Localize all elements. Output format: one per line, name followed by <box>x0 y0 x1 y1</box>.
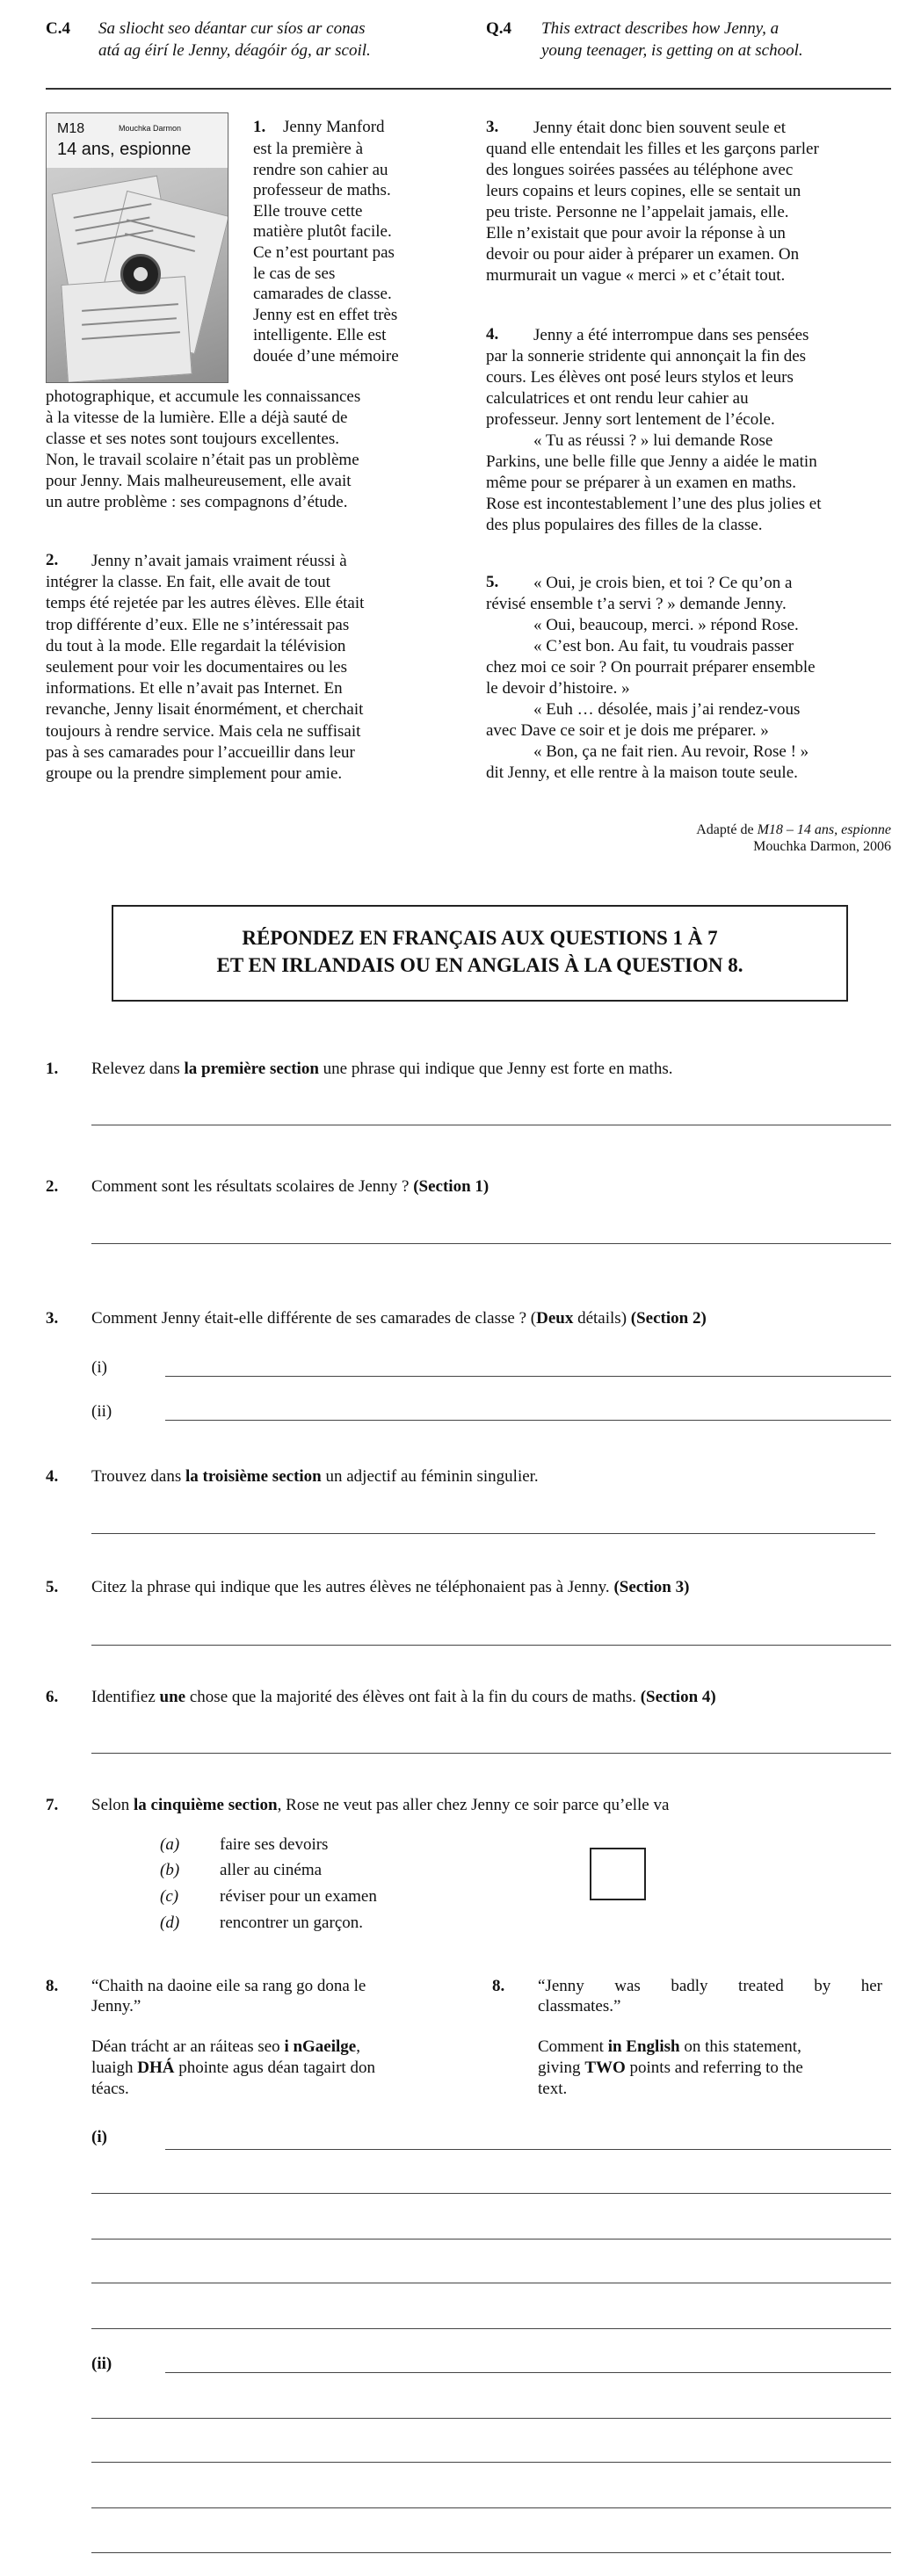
q2-text: Comment sont les résultats scolaires de Jenny ? (Section 1) <box>91 1177 490 1196</box>
q3-answer-line-i[interactable] <box>165 1376 891 1377</box>
header-english-number: Q.4 <box>486 19 512 38</box>
section-1-wide: photographique, et accumule les connaissances à la vitesse de la lumière. Elle a déjà sauté de classe et ses notes sont toujours excellentes. Non, le travail scolaire n’était pas un problème pour Jenny. Mais malheureusement, elle avait un autre problème : ses compagnons d’étude. <box>46 387 361 511</box>
section-2-text: Jenny n’avait jamais vraiment réussi à intégrer la classe. En fait, elle avait de tout temps été rejetée par les autres élèves. Elle était trop différente d’eux. Elle ne s’intéressait pas du tout à la mode. Elle regardait la télévision seulement pour voir les documentaires ou les informations. Et elle n’avait pas Internet. En revanche, Jenny lisait énormément, et cherchait toujours à rendre service. Mais cela ne suffisait pas à ses camarades pour l’accueillir dans leur groupe ou la prendre simplement pour amie. <box>46 552 365 784</box>
q8-label-i: (i) <box>91 2128 107 2146</box>
q3-text: Comment Jenny était-elle différente de ses camarades de classe ? (Deux détails) (Section 2) <box>91 1309 707 1328</box>
header-irish-line-2: atá ag éirí le Jenny, déagóir óg, ar scoil. <box>98 41 371 60</box>
q3-label-i: (i) <box>91 1358 107 1377</box>
q8-answer-line-ii-5[interactable] <box>91 2552 891 2553</box>
q4-text: Trouvez dans la troisième section un adjectif au féminin singulier. <box>91 1467 539 1486</box>
q8-answer-line-ii-1[interactable] <box>165 2372 891 2373</box>
q4-number: 4. <box>46 1467 59 1486</box>
q8-answer-line-i-5[interactable] <box>91 2328 891 2329</box>
section-1-number: 1. <box>253 118 266 136</box>
section-1-narrow-rest: est la première à rendre son cahier au professeur de maths. Elle trouve cette matière plutôt facile. Ce n’est pourtant pas le cas de ses camarades de classe. Jenny est en effet très intelligente. Elle est douée d’une mémoire <box>253 140 399 365</box>
q5-text: Citez la phrase qui indique que les autres élèves ne téléphonaient pas à Jenny. (Section 3) <box>91 1578 690 1596</box>
q8-answer-line-ii-4[interactable] <box>91 2507 891 2508</box>
section-4-text: Jenny a été interrompue dans ses pensées par la sonnerie stridente qui annonçait la fin des cours. Les élèves ont posé leurs stylos et leurs calculatrices et ont rendu leur cahier au professeur. Jenny sort lentement de l’école. « Tu as réussi ? » lui demande Rose Parkins, une belle fille que Jenny a aidée le matin même pour se préparer à un examen en maths. Rose est incontestablement l’une des plus jolies et des plus populaires des filles de la classe. <box>486 326 822 534</box>
q5-answer-line[interactable] <box>91 1645 891 1646</box>
seal-icon <box>120 254 161 294</box>
q8-answer-line-ii-3[interactable] <box>91 2462 891 2463</box>
instructions-box: RÉPONDEZ EN FRANÇAIS AUX QUESTIONS 1 À 7 ET EN IRLANDAIS OU EN ANGLAIS À LA QUESTION 8. <box>112 905 848 1002</box>
header-irish-line-1: Sa sliocht seo déantar cur síos ar conas <box>98 19 366 38</box>
q8-english-instructions: Comment in English on this statement, giving TWO points and referring to the text. <box>538 2037 803 2098</box>
q6-text: Identifiez une chose que la majorité des élèves ont fait à la fin du cours de maths. (Section 4) <box>91 1688 716 1706</box>
q6-number: 6. <box>46 1688 59 1706</box>
q8-answer-line-i-1[interactable] <box>165 2149 891 2150</box>
q8-answer-line-ii-2[interactable] <box>91 2418 891 2419</box>
book-cover-author: Mouchka Darmon <box>119 124 182 133</box>
q7-text: Selon la cinquième section, Rose ne veut pas aller chez Jenny ce soir parce qu’elle va <box>91 1796 670 1814</box>
q6-answer-line[interactable] <box>91 1753 891 1754</box>
book-cover-title: 14 ans, espionne <box>57 140 192 159</box>
section-3-number: 3. <box>486 118 499 136</box>
q5-number: 5. <box>46 1578 59 1596</box>
q8-label-ii: (ii) <box>91 2355 112 2373</box>
q1-text: Relevez dans la première section une phrase qui indique que Jenny est forte en maths. <box>91 1060 673 1078</box>
section-5-number: 5. <box>486 573 499 591</box>
q8-english-number: 8. <box>492 1977 505 1995</box>
source-citation: Adapté de M18 – 14 ans, espionne Mouchka Darmon, 2006 <box>696 822 891 855</box>
q3-number: 3. <box>46 1309 59 1328</box>
q7-number: 7. <box>46 1796 59 1814</box>
q8-answer-line-i-3[interactable] <box>91 2239 891 2240</box>
book-cover-image <box>46 112 228 383</box>
q8-answer-line-i-2[interactable] <box>91 2193 891 2194</box>
q3-answer-line-ii[interactable] <box>165 1420 891 1421</box>
q2-answer-line[interactable] <box>91 1243 891 1244</box>
q8-irish-quote: “Chaith na daoine eile sa rang go dona le Jenny.” <box>91 1977 366 2015</box>
book-cover-code: M18 <box>57 121 85 136</box>
section-4-number: 4. <box>486 325 499 344</box>
q8-english-quote: “Jenny was badly treated by her classmates.” <box>538 1977 882 2015</box>
header-english-line-2: young teenager, is getting on at school. <box>541 41 803 60</box>
header-english-line-1: This extract describes how Jenny, a <box>541 19 780 38</box>
header-irish-number: C.4 <box>46 19 70 38</box>
section-3-text: Jenny était donc bien souvent seule et quand elle entendait les filles et les garçons parler des longues soirées passées au téléphone avec leurs copains et leurs copines, elle se sentait un peu triste. Personne ne l’appelait jamais, elle. Elle n’existait que pour avoir la réponse à un devoir ou pour aider à préparer un examen. On murmurait un vague « merci » et c’était tout. <box>486 119 819 285</box>
header-divider <box>46 88 891 90</box>
section-1-narrow: Jenny Manford <box>283 118 385 136</box>
q8-irish-number: 8. <box>46 1977 59 1995</box>
q7-answer-box[interactable] <box>590 1848 646 1900</box>
q8-irish-instructions: Déan trácht ar an ráiteas seo i nGaeilge, luaigh DHÁ phointe agus déan tagairt don téacs. <box>91 2037 375 2098</box>
section-2-number: 2. <box>46 551 59 569</box>
q3-label-ii: (ii) <box>91 1402 112 1421</box>
q4-answer-line[interactable] <box>91 1533 875 1534</box>
section-5-text: « Oui, je crois bien, et toi ? Ce qu’on a révisé ensemble t’a servi ? » demande Jenny. « Oui, beaucoup, merci. » répond Rose. « C’est bon. Au fait, tu voudrais passer chez moi ce soir ? On pourrait préparer ensemble le devoir d’histoire. » « Euh … désolée, mais j’ai rendez-vous avec Dave ce soir et je dois me préparer. » « Bon, ça ne fait rien. Au revoir, Rose ! » dit Jenny, et elle rentre à la maison toute seule. <box>486 574 816 782</box>
q2-number: 2. <box>46 1177 59 1196</box>
q1-number: 1. <box>46 1060 59 1078</box>
